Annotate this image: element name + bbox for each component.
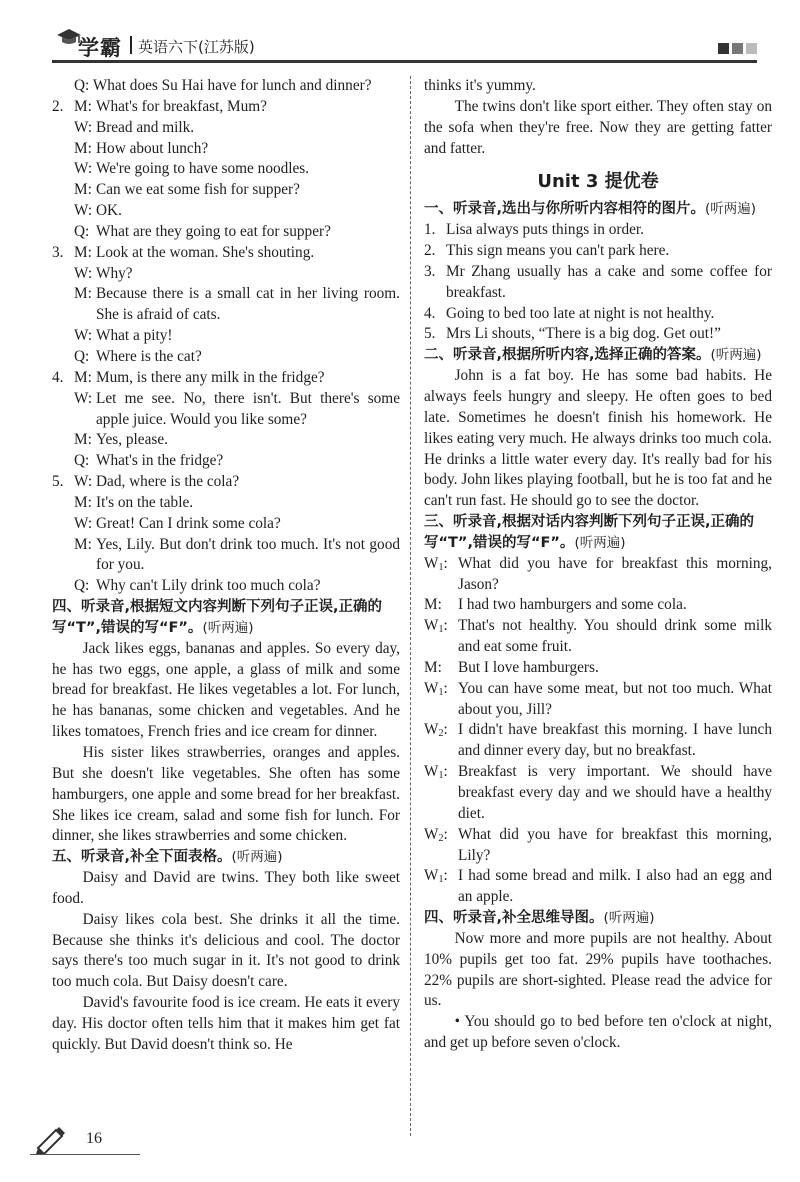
right-column [424, 76, 772, 1054]
list-item: 5. Mrs Li shouts, “There is a big dog. Get out!” [424, 325, 721, 343]
dialogue-line: Q: Where is the cat? [74, 347, 202, 365]
dialogue-line: $W_1$: What did you have for breakfast this morning, Jason? [424, 554, 772, 596]
dialogue-line: M: But I love hamburgers. [424, 658, 772, 679]
passage-paragraph: Now more and more pupils are not healthy. About 10% pupils get too fat. 29% pupils have toothaches. 22% pupils are short-sighted. Please read the advice for us. [424, 929, 772, 1010]
page-header [52, 26, 757, 62]
speaker-label: $W_2$: [424, 721, 448, 740]
passage-continuation: thinks it's yummy. [424, 77, 536, 94]
list-item: 3. Mr Zhang usually has a cake and some coffee for breakfast. [424, 262, 772, 301]
book-title: 英语六下(江苏版) [138, 38, 255, 56]
dialogue-line: W: We're going to have some noodles. [74, 160, 310, 178]
section-4-heading: 四、听录音,补全思维导图。(听两遍) [424, 910, 655, 927]
dialogue-line: Q: What are they going to eat for supper? [74, 222, 331, 240]
section-2-heading: 二、听录音,根据所听内容,选择正确的答案。(听两遍) [424, 347, 762, 364]
advice-bullet: • You should go to bed before ten o'clock at night, and get up before seven o'clock. [424, 1013, 772, 1052]
speaker-label: $W_1$: [424, 763, 448, 782]
passage-paragraph: John is a fat boy. He has some bad habits. He always feels hungry and sleepy. He often goes to bed late. Sometimes he doesn't finish his homework. He likes eating very much. He always drinks too much cola. He drinks a little water every day. It's really bad for his body. John likes playing football, but he is too fat and he can't run fast. He should go to see the doctor. [424, 367, 772, 510]
dialogue-line: 5. W: Dad, where is the cola? [52, 473, 240, 491]
footer-rule [30, 1154, 140, 1155]
section-4-heading: 四、听录音,根据短文内容判断下列句子正误,正确的写“T”,错误的写“F”。(听两遍) [52, 599, 383, 636]
dialogue-line: M: It's on the table. [74, 493, 194, 511]
dialogue-line: Q: What's in the fridge? [74, 452, 224, 470]
dialogue-line: 2. M: What's for breakfast, Mum? [52, 97, 267, 115]
page-number: 16 [86, 1130, 102, 1147]
dialogue-section-3 [424, 554, 772, 908]
column-divider [410, 76, 411, 1136]
dialogue-line: W: Bread and milk. [74, 118, 195, 136]
deco-square-1 [718, 43, 729, 54]
section-5-heading: 五、听录音,补全下面表格。(听两遍) [52, 849, 283, 866]
dialogue-line: M: Can we eat some fish for supper? [74, 181, 300, 199]
dialogue-line: M: Yes, please. [74, 431, 168, 449]
dialogue-line: $W_1$: You can have some meat, but not too much. What about you, Jill? [424, 679, 772, 721]
dialogue-line: M: Because there is a small cat in her living room. She is afraid of cats. [74, 285, 400, 324]
header-separator [130, 36, 132, 54]
speaker-label: $W_1$: [424, 867, 448, 886]
deco-square-2 [732, 43, 743, 54]
deco-square-3 [746, 43, 757, 54]
item1-question: Q: What does Su Hai have for lunch and dinner? [74, 77, 372, 94]
dialogue-item-5 [52, 472, 400, 597]
dialogue-line: $W_1$: I had some bread and milk. I also had an egg and an apple. [424, 866, 772, 908]
dialogue-item-3 [52, 243, 400, 368]
dialogue-line: $W_1$: That's not healthy. You should drink some milk and eat some fruit. [424, 616, 772, 658]
dialogue-line: W: OK. [74, 202, 122, 220]
dialogue-item-4 [52, 368, 400, 472]
header-rule [52, 60, 757, 63]
passage-paragraph: David's favourite food is ice cream. He eats it every day. His doctor often tells him that it makes him get fat quickly. But David doesn't think so. He [52, 994, 400, 1053]
dialogue-line: W: What a pity! [74, 327, 173, 345]
speaker-label: M: [424, 658, 442, 676]
dialogue-line: M: How about lunch? [74, 139, 209, 157]
dialogue-line: $W_2$: I didn't have breakfast this morning. I have lunch and dinner every day, but no breakfast. [424, 720, 772, 762]
dialogue-line: W: Let me see. No, there isn't. But there's some apple juice. Would you like some? [74, 389, 400, 428]
dialogue-line: W: Great! Can I drink some cola? [74, 514, 281, 532]
list-item: 1. Lisa always puts things in order. [424, 221, 644, 239]
speaker-label: M: [424, 596, 442, 614]
section-1-heading: 一、听录音,选出与你所听内容相符的图片。(听两遍) [424, 201, 757, 218]
passage-paragraph: The twins don't like sport either. They often stay on the sofa when they're free. Now they are getting fatter and fatter. [424, 97, 772, 157]
brand-logo: 学霸 [78, 36, 122, 60]
dialogue-line: Q: Why can't Lily drink too much cola? [74, 577, 321, 595]
speaker-label: $W_1$: [424, 554, 448, 573]
pencil-icon [34, 1124, 68, 1154]
section-3-heading: 三、听录音,根据对话内容判断下列句子正误,正确的写“T”,错误的写“F”。(听两遍) [424, 514, 755, 551]
list-item: 2. This sign means you can't park here. [424, 242, 670, 260]
page-footer [30, 1122, 150, 1162]
list-item: 4. Going to bed too late at night is not healthy. [424, 304, 715, 322]
left-column [52, 76, 400, 1056]
dialogue-line: $W_2$: What did you have for breakfast this morning, Lily? [424, 825, 772, 867]
passage-paragraph: His sister likes strawberries, oranges and apples. But she doesn't like vegetables. She often has some hamburgers, one apple and some bread for her breakfast. She likes ice cream, salad and some fish for lunch. For dinner, she likes strawberries and some chicken. [52, 744, 400, 845]
dialogue-line: 4. M: Mum, is there any milk in the fridge? [52, 368, 325, 386]
passage-paragraph: Jack likes eggs, bananas and apples. So every day, he has two eggs, one apple, a glass of milk and some bread for breakfast. He likes vegetables a lot. For lunch, he has bananas, some chicken and vegetables. And he likes tomatoes, French fries and ice cream for dinner. [52, 639, 400, 741]
dialogue-line: W: Why? [74, 264, 133, 282]
speaker-label: $W_2$: [424, 825, 448, 844]
dialogue-line: $W_1$: Breakfast is very important. We should have breakfast every day and we should have a healthy diet. [424, 762, 772, 825]
dialogue-line: M: I had two hamburgers and some cola. [424, 595, 772, 616]
dialogue-item-2 [52, 97, 400, 243]
speaker-label: $W_1$: [424, 617, 448, 636]
passage-paragraph: Daisy and David are twins. They both like sweet food. [52, 869, 400, 907]
header-decoration [718, 43, 757, 54]
unit-title: Unit 3 提优卷 [537, 171, 659, 193]
dialogue-line: M: Yes, Lily. But don't drink too much. It's not good for you. [74, 535, 400, 574]
passage-paragraph: Daisy likes cola best. She drinks it all the time. Because she thinks it's delicious and cool. The doctor says there's too much sugar in it. It's not good to drink too much cola. But Daisy doesn't care. [52, 910, 400, 991]
speaker-label: $W_1$: [424, 679, 448, 698]
dialogue-line: 3. M: Look at the woman. She's shouting. [52, 243, 315, 261]
